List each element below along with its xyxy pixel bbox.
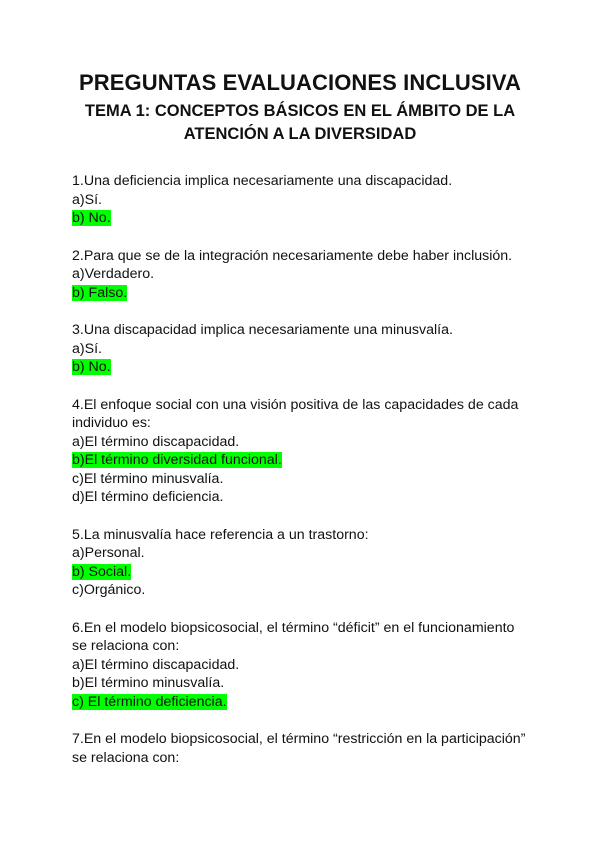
question-block: [72, 172, 528, 228]
question-text: 1.Una deficiencia implica necesariamente una discapacidad.: [72, 173, 453, 189]
question-block: [72, 247, 528, 303]
document-subtitle: TEMA 1: CONCEPTOS BÁSICOS EN EL ÁMBITO DE LA ATENCIÓN A LA DIVERSIDAD: [84, 102, 516, 143]
question-block: [72, 619, 528, 712]
option-text: b) No.: [72, 210, 111, 226]
answer-option: [72, 470, 528, 489]
answer-option-correct: [72, 358, 528, 377]
answer-option: [72, 340, 528, 359]
question-text: 2.Para que se de la integración necesariamente debe haber inclusión.: [72, 247, 513, 264]
answer-option-correct: [72, 209, 528, 228]
answer-option-correct: [72, 693, 528, 712]
option-text: a)Personal.: [72, 545, 145, 561]
option-text: b) Falso.: [72, 284, 128, 301]
option-text: b)El término diversidad funcional.: [72, 452, 282, 468]
question-text: 4.El enfoque social con una visión positiva de las capacidades de cada individuo es:: [72, 396, 519, 431]
option-text: b)El término minusvalía.: [72, 675, 225, 691]
question-block: [72, 730, 528, 767]
answer-option: [72, 581, 528, 600]
option-text: b) No.: [72, 359, 111, 375]
document-title: PREGUNTAS EVALUACIONES INCLUSIVA: [78, 70, 521, 95]
option-text: a)El término discapacidad.: [72, 433, 240, 450]
question-block: [72, 526, 528, 600]
question-text: 5.La minusvalía hace referencia a un trastorno:: [72, 526, 369, 543]
option-text: c) El término deficiencia.: [72, 693, 227, 710]
question-text: 7.En el modelo biopsicosocial, el término “restricción en la participación” se relaciona con:: [72, 731, 526, 766]
option-text: a)Sí.: [72, 340, 102, 357]
answer-option: [72, 656, 528, 675]
option-text: a)El término discapacidad.: [72, 656, 240, 673]
option-text: c)Orgánico.: [72, 582, 146, 598]
answer-option: [72, 433, 528, 452]
answer-option: [72, 191, 528, 210]
answer-option: [72, 488, 528, 507]
option-text: d)El término deficiencia.: [72, 489, 224, 505]
option-text: b) Social.: [72, 563, 132, 580]
answer-option: [72, 674, 528, 693]
answer-option-correct: [72, 284, 528, 303]
question-list: [72, 172, 528, 767]
question-block: [72, 396, 528, 507]
answer-option: [72, 265, 528, 284]
option-text: a)Sí.: [72, 191, 102, 208]
option-text: a)Verdadero.: [72, 266, 155, 282]
answer-option: [72, 544, 528, 563]
question-text: 6.En el modelo biopsicosocial, el término “déficit” en el funcionamiento se relaciona con:: [72, 619, 515, 654]
question-text: 3.Una discapacidad implica necesariamente una minusvalía.: [72, 322, 453, 338]
option-text: c)El término minusvalía.: [72, 470, 224, 487]
answer-option-correct: [72, 451, 528, 470]
question-block: [72, 321, 528, 377]
answer-option-correct: [72, 563, 528, 582]
